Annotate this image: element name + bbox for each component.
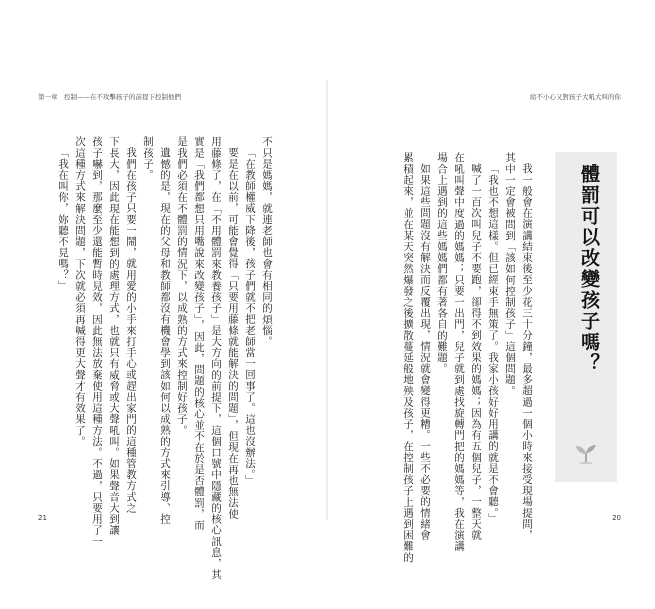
left-line-6: 是我們必須在不體罰的情況下，以成熟的方式來控制好孩子。 [176, 136, 188, 436]
right-line-7: 如果這些問題沒有解決而反覆出現，情況就會變得更糟。一些不必要的情緒會 [419, 162, 431, 540]
right-body-text [399, 152, 535, 563]
section-title: 體罰可以改變孩子嗎？ [578, 164, 600, 374]
left-page [0, 0, 327, 609]
left-body-text [54, 136, 275, 580]
right-line-1: 我一般會在演講結束後至少花三十分鐘，最多超過一個小時來接受現場提問， [521, 162, 533, 540]
left-line-2: 「在教師權威下降後，孩子們就不把老師當一回事了。這也沒辦法。」 [244, 146, 256, 486]
right-page [328, 0, 655, 609]
right-line-5: 在吼叫聲中度過的媽媽；只要一出門，兒子就到處找旋轉門把的媽媽等，我在演講 [453, 152, 465, 552]
left-line-9: 我們在孩子只要一鬧，就用愛的小手來打手心或趕出家門的這種管教方式之 [125, 146, 137, 513]
left-line-7: 遺憾的是，現在的父母和教師都沒有機會學到該如何以成熟的方式來引導、控 [159, 146, 171, 524]
sprout-icon [571, 442, 601, 464]
left-line-5: 實是「我們都想只用嘴說來改變孩子」，因此，問題的核心並不在於是否體罰，而 [193, 136, 205, 531]
left-line-8: 制孩子。 [142, 136, 154, 181]
left-line-13: 「我在叫你，妳聽不見嗎？」 [57, 146, 69, 291]
left-line-3: 要是在以前，可能會覺得「只要用藤條就能解決的問題」，但現在再也無法使 [227, 146, 239, 519]
right-running-head: 給不小心又對孩子大吼大叫的你 [530, 93, 621, 101]
left-line-10: 下長大，因此現在能想到的處理方式，也就只有威脅或大聲吼叫。如果聲音大到讓 [108, 136, 120, 536]
left-line-4: 用藤條了，在「不用體罰來教養孩子」是大方向的前提下，這個口號中隱藏的核心訊息，其 [210, 136, 222, 580]
right-line-6: 場合上遇到的這些媽媽們都有著各自的難題。 [436, 152, 448, 374]
section-title-block [555, 152, 617, 482]
right-line-2: 其中一定會被問到「該如何控制孩子」這個問題。 [504, 152, 516, 397]
left-running-head: 第一章 控制——在不攻擊孩子的前提下控制他們 [38, 93, 181, 101]
left-line-11: 孩子嚇到，那麼至少還能暫時見效，因此無法放棄使用這種方法。不過，只要用了一 [91, 136, 103, 547]
left-line-1: 不只是媽媽，就連老師也會有相同的煩惱。 [261, 136, 273, 347]
left-line-12: 次這種方式來解決問題，下次就必須再喊得更大聲才有效果了。 [74, 136, 86, 447]
right-page-number: 20 [612, 514, 621, 522]
right-line-3: 「我也不想這樣。但已經束手無策了。我家小孩好好用講的就是不會聽。」 [487, 162, 499, 524]
right-line-8: 累積起來，並在某天突然爆發之後擴散蔓延般地殃及孩子，在控制孩子上遇到困難的 [402, 152, 414, 563]
right-line-4: 喊了一百次叫兒子不要跑，卻得不到效果的媽媽；因為有五個兒子，一整天就 [470, 162, 482, 540]
left-page-number: 21 [38, 514, 47, 522]
